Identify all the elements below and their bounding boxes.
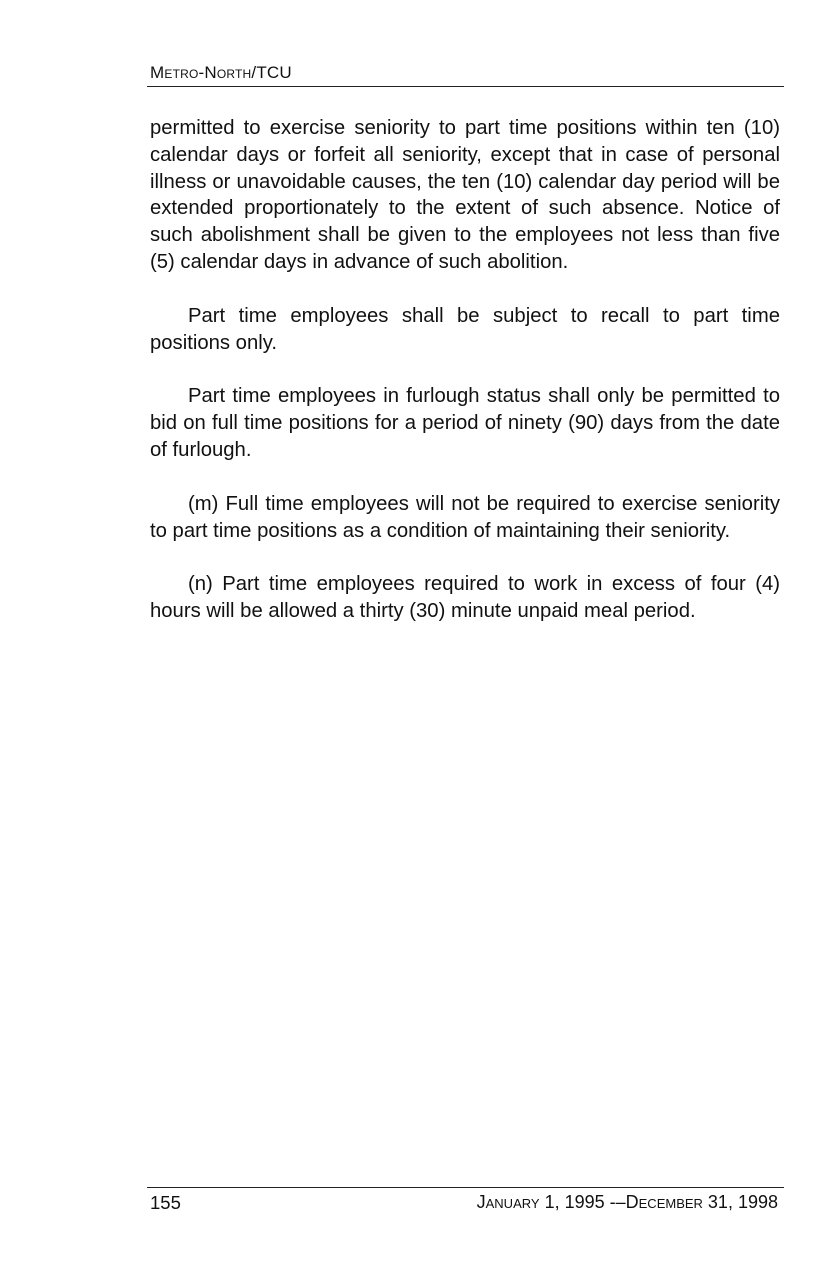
- paragraph-m: (m) Full time employees will not be required to exercise seniority to part time positions as a condition of maintaining their seniority.: [150, 492, 780, 542]
- page-header: [147, 62, 784, 87]
- page-footer: [147, 1187, 784, 1214]
- paragraph-continued: permitted to exercise seniority to part time positions within ten (10) calendar days or forfeit all seniority, except that in case of personal illness or unavoidable causes, the ten (10) calendar day period will be extended proportionately to the extent of such absence. Notice of such abolishment shall be given to the employees not less than five (5) calendar days in advance of such abolition.: [150, 117, 780, 273]
- document-body: [150, 115, 780, 652]
- paragraph-n: (n) Part time employees required to work in excess of four (4) hours will be allowed a thirty (30) minute unpaid meal period.: [150, 573, 780, 623]
- page-number: 155: [150, 1192, 181, 1213]
- paragraph-recall: Part time employees shall be subject to recall to part time positions only.: [150, 304, 780, 354]
- header-title: Metro-North/TCU: [150, 63, 292, 82]
- agreement-date-range: January 1, 1995 -–December 31, 1998: [476, 1192, 778, 1212]
- paragraph-furlough: Part time employees in furlough status shall only be permitted to bid on full time positions for a period of ninety (90) days from the date of furlough.: [150, 385, 780, 461]
